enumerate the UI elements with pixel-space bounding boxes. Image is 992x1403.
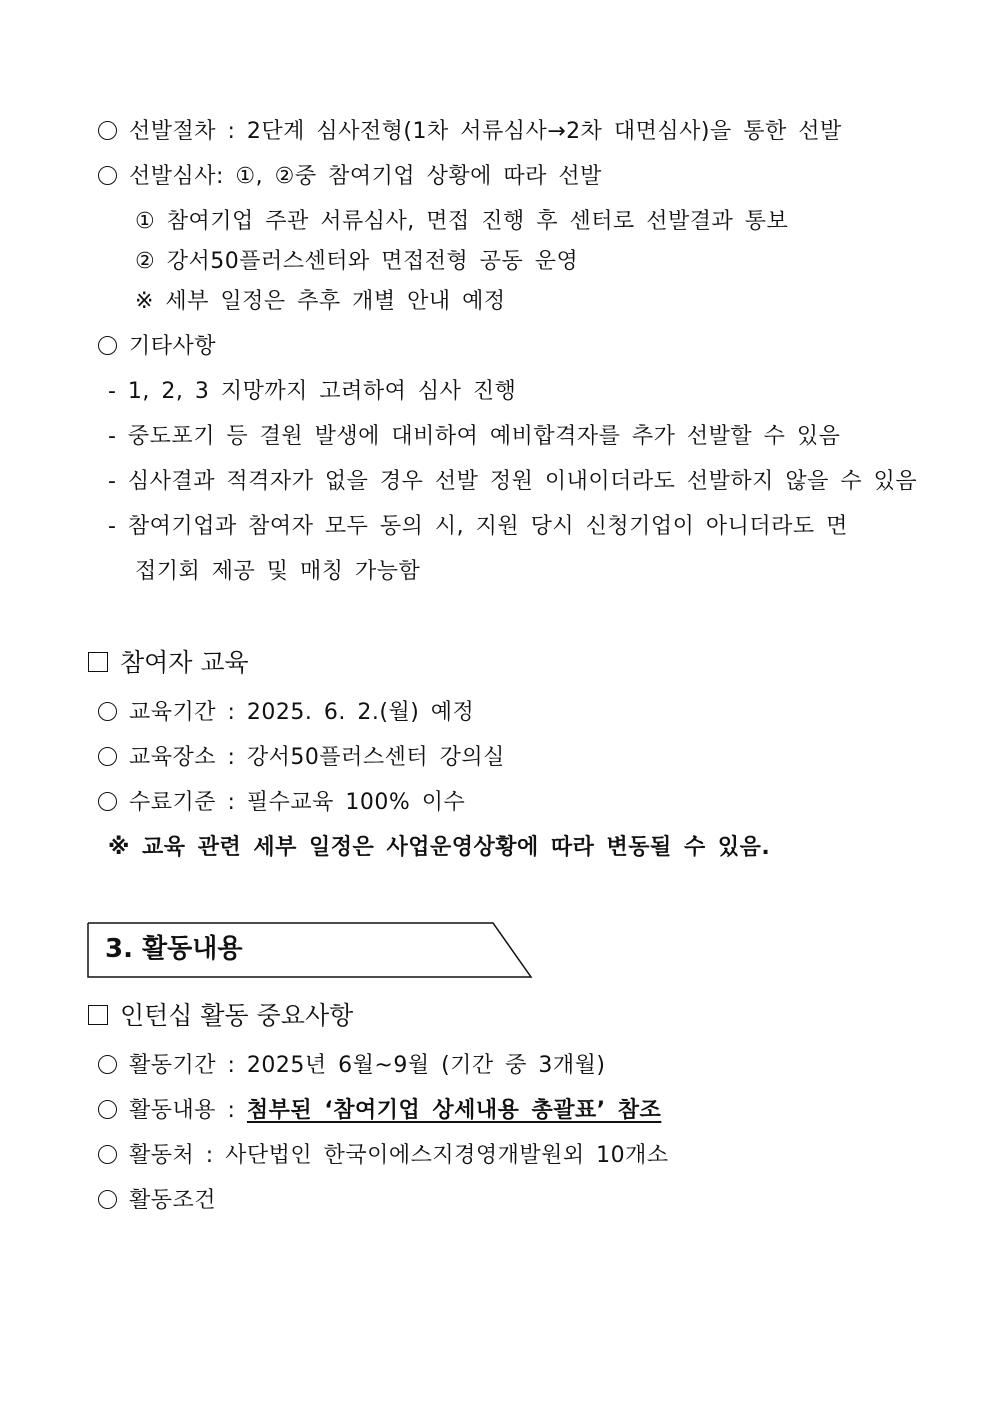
- circle-bullet-icon: [98, 121, 117, 140]
- square-bullet-icon: [88, 652, 108, 672]
- etc-heading: 기타사항: [98, 332, 216, 362]
- education-title: 참여자 교육: [88, 646, 249, 680]
- activity-period: 활동기간 : 2025년 6월~9월 (기간 중 3개월): [98, 1051, 605, 1081]
- etc-item: - 중도포기 등 결원 발생에 대비하여 예비합격자를 추가 선발할 수 있음: [108, 424, 841, 449]
- section-heading: 3. 활동내용: [105, 934, 243, 964]
- selection-review: 선발심사: ①, ②중 참여기업 상황에 따라 선발: [98, 162, 602, 192]
- etc-item-continued: 접기회 제공 및 매칭 가능함: [135, 559, 421, 584]
- activity-place: 활동처 : 사단법인 한국이에스지경영개발원외 10개소: [98, 1141, 669, 1171]
- etc-item: - 1, 2, 3 지망까지 고려하여 심사 진행: [108, 379, 517, 404]
- circle-bullet-icon: [98, 1145, 117, 1164]
- etc-item: - 심사결과 적격자가 없을 경우 선발 정원 이내이더라도 선발하지 않을 수 있음: [108, 469, 918, 494]
- education-item: 교육장소 : 강서50플러스센터 강의실: [98, 743, 505, 773]
- selection-procedure: 선발절차 : 2단계 심사전형(1차 서류심사→2차 대면심사)을 통한 선발: [98, 117, 842, 147]
- circle-bullet-icon: [98, 792, 117, 811]
- review-item: ① 참여기업 주관 서류심사, 면접 진행 후 센터로 선발결과 통보: [135, 209, 789, 234]
- circle-bullet-icon: [98, 336, 117, 355]
- square-bullet-icon: [88, 1005, 108, 1025]
- review-note: ※ 세부 일정은 추후 개별 안내 예정: [135, 289, 506, 314]
- review-item: ② 강서50플러스센터와 면접전형 공동 운영: [135, 249, 579, 274]
- circle-bullet-icon: [98, 166, 117, 185]
- education-item: 교육기간 : 2025. 6. 2.(월) 예정: [98, 698, 474, 728]
- education-item: 수료기준 : 필수교육 100% 이수: [98, 788, 465, 818]
- activity-title: 인턴십 활동 중요사항: [88, 999, 353, 1033]
- circle-bullet-icon: [98, 747, 117, 766]
- circle-bullet-icon: [98, 1100, 117, 1119]
- reference-link: 첨부된 ‘참여기업 상세내용 총괄표’ 참조: [246, 1098, 662, 1123]
- education-note: ※ 교육 관련 세부 일정은 사업운영상황에 따라 변동될 수 있음.: [108, 835, 771, 860]
- activity-conditions: 활동조건: [98, 1186, 216, 1216]
- circle-bullet-icon: [98, 702, 117, 721]
- circle-bullet-icon: [98, 1190, 117, 1209]
- activity-content: 활동내용 : 첨부된 ‘참여기업 상세내용 총괄표’ 참조: [98, 1096, 661, 1126]
- section-heading-box: [87, 922, 533, 978]
- circle-bullet-icon: [98, 1055, 117, 1074]
- etc-item: - 참여기업과 참여자 모두 동의 시, 지원 당시 신청기업이 아니더라도 면: [108, 514, 848, 539]
